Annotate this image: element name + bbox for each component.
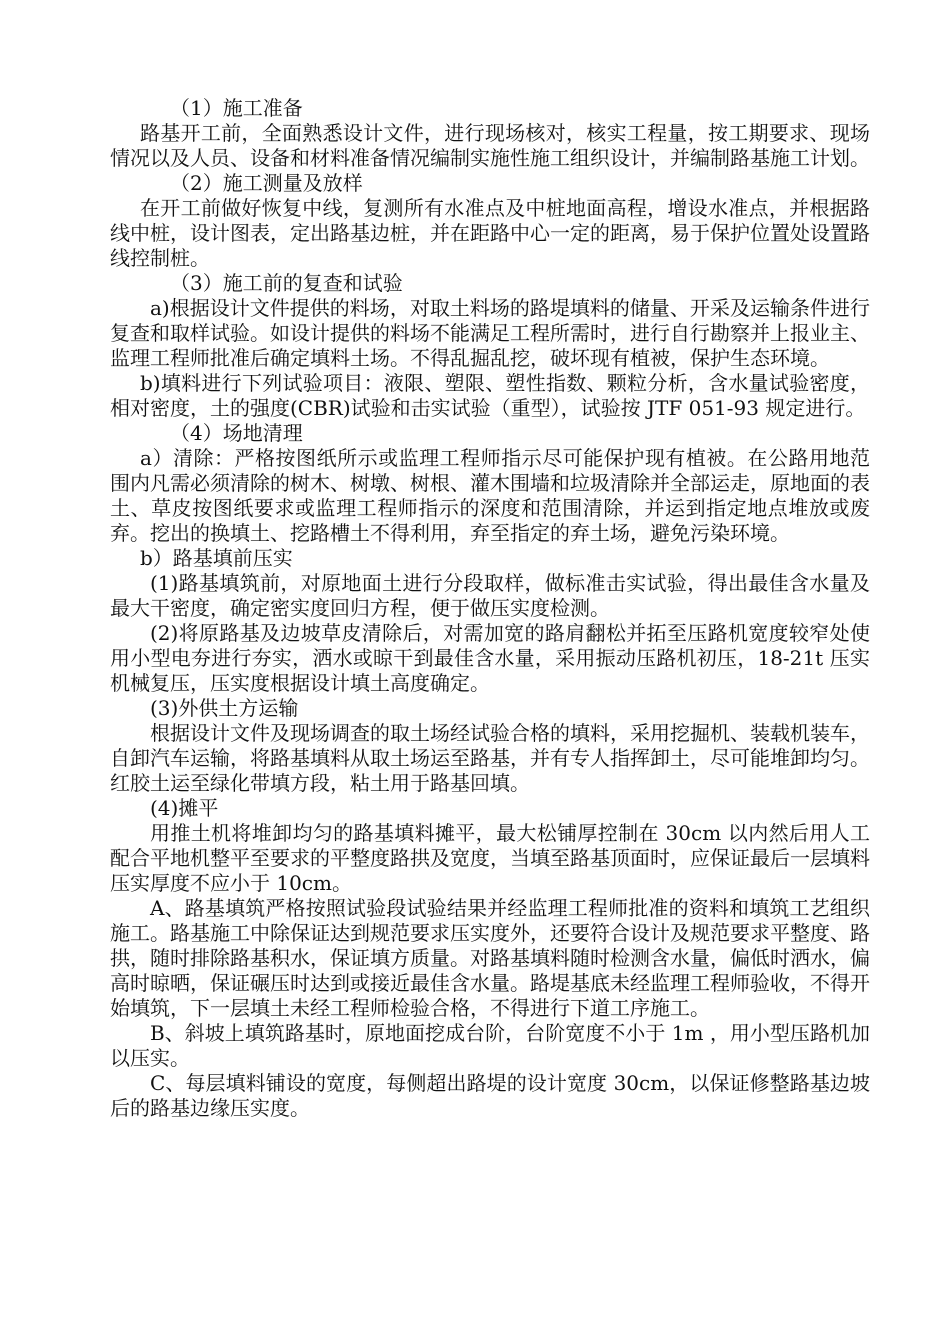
section-heading-surveying-staking: （2）施工测量及放样 (170, 171, 363, 195)
paragraph-spreading: 用推土机将堆卸均匀的路基填料摊平，最大松铺厚控制在 30cm 以内然后用人工配合平地机整平至要求的平整度路拱及宽度，当填至路基顶面时，应保证最后一层填料压实厚度不应小于 10cm。 (110, 821, 870, 895)
paragraph-earth-transport: 根据设计文件及现场调查的取土场经试验合格的填料，采用挖掘机、装载机装车，自卸汽车运输，将路基填料从取土场运至路基，并有专人指挥卸土，尽可能堆卸均匀。红胶土运至绿化带填方段，粘土用于路基回填。 (110, 721, 870, 795)
section-heading-pre-construction-testing: （3）施工前的复查和试验 (170, 271, 403, 295)
document-page (110, 96, 870, 1121)
paragraph-fill-testing: b)填料进行下列试验项目：液限、塑限、塑性指数、颗粒分析，含水量试验密度，相对密度，土的强度(CBR)试验和击实试验（重型），试验按 JTF 051-93 规定进行。 (110, 371, 870, 420)
paragraph-compaction-step-2: (2)将原路基及边坡草皮清除后，对需加宽的路肩翻松并拓至压路机宽度较窄处使用小型电夯进行夯实，洒水或晾干到最佳含水量，采用振动压路机初压，18-21t 压实机械复压，压实度根据设计填土高度确定。 (110, 621, 870, 695)
paragraph-surveying: 在开工前做好恢复中线，复测所有水准点及中桩地面高程，增设水准点，并根据路线中桩，设计图表，定出路基边桩，并在距路中心一定的距离，易于保护位置处设置路线控制桩。 (110, 196, 870, 270)
subheading-spreading: (4)摊平 (150, 796, 219, 820)
subheading-earth-transport: (3)外供土方运输 (150, 696, 299, 720)
paragraph-item-b: B、斜坡上填筑路基时，原地面挖成台阶，台阶宽度不小于 1m ，用小型压路机加以压实。 (110, 1021, 870, 1070)
paragraph-clearing: a）清除：严格按图纸所示或监理工程师指示尽可能保护现有植被。在公路用地范围内凡需必须清除的树木、树墩、树根、灌木围墙和垃圾清除并全部运走，原地面的表土、草皮按图纸要求或监理工程师指示的深度和范围清除，并运到指定地点堆放或废弃。挖出的换填土、挖路槽土不得利用，弃至指定的弃土场，避免污染环境。 (110, 446, 870, 545)
paragraph-item-a: A、路基填筑严格按照试验段试验结果并经监理工程师批准的资料和填筑工艺组织施工。路基施工中除保证达到规范要求压实度外，还要符合设计及规范要求平整度、路拱，随时排除路基积水，保证填方质量。对路基填料随时检测含水量，偏低时洒水，偏高时晾晒，保证碾压时达到或接近最佳含水量。路堤基底未经监理工程师验收，不得开始填筑，下一层填土未经工程师检验合格，不得进行下道工序施工。 (110, 896, 870, 1020)
paragraph-compaction-step-1: (1)路基填筑前，对原地面土进行分段取样，做标准击实试验，得出最佳含水量及最大干密度，确定密实度回归方程，便于做压实度检测。 (110, 571, 870, 620)
paragraph-item-c: C、每层填料铺设的宽度，每侧超出路堤的设计宽度 30cm，以保证修整路基边坡后的路基边缘压实度。 (110, 1071, 870, 1120)
subheading-pre-fill-compaction: b）路基填前压实 (140, 546, 293, 570)
section-heading-site-clearing: （4）场地清理 (170, 421, 303, 445)
paragraph-preparation: 路基开工前，全面熟悉设计文件，进行现场核对，核实工程量，按工期要求、现场情况以及人员、设备和材料准备情况编制实施性施工组织设计，并编制路基施工计划。 (110, 121, 870, 170)
paragraph-material-site-check: a)根据设计文件提供的料场，对取土料场的路堤填料的储量、开采及运输条件进行复查和取样试验。如设计提供的料场不能满足工程所需时，进行自行勘察并上报业主、监理工程师批准后确定填料土场。不得乱掘乱挖，破坏现有植被，保护生态环境。 (110, 296, 870, 370)
section-heading-construction-preparation: （1）施工准备 (170, 96, 303, 120)
